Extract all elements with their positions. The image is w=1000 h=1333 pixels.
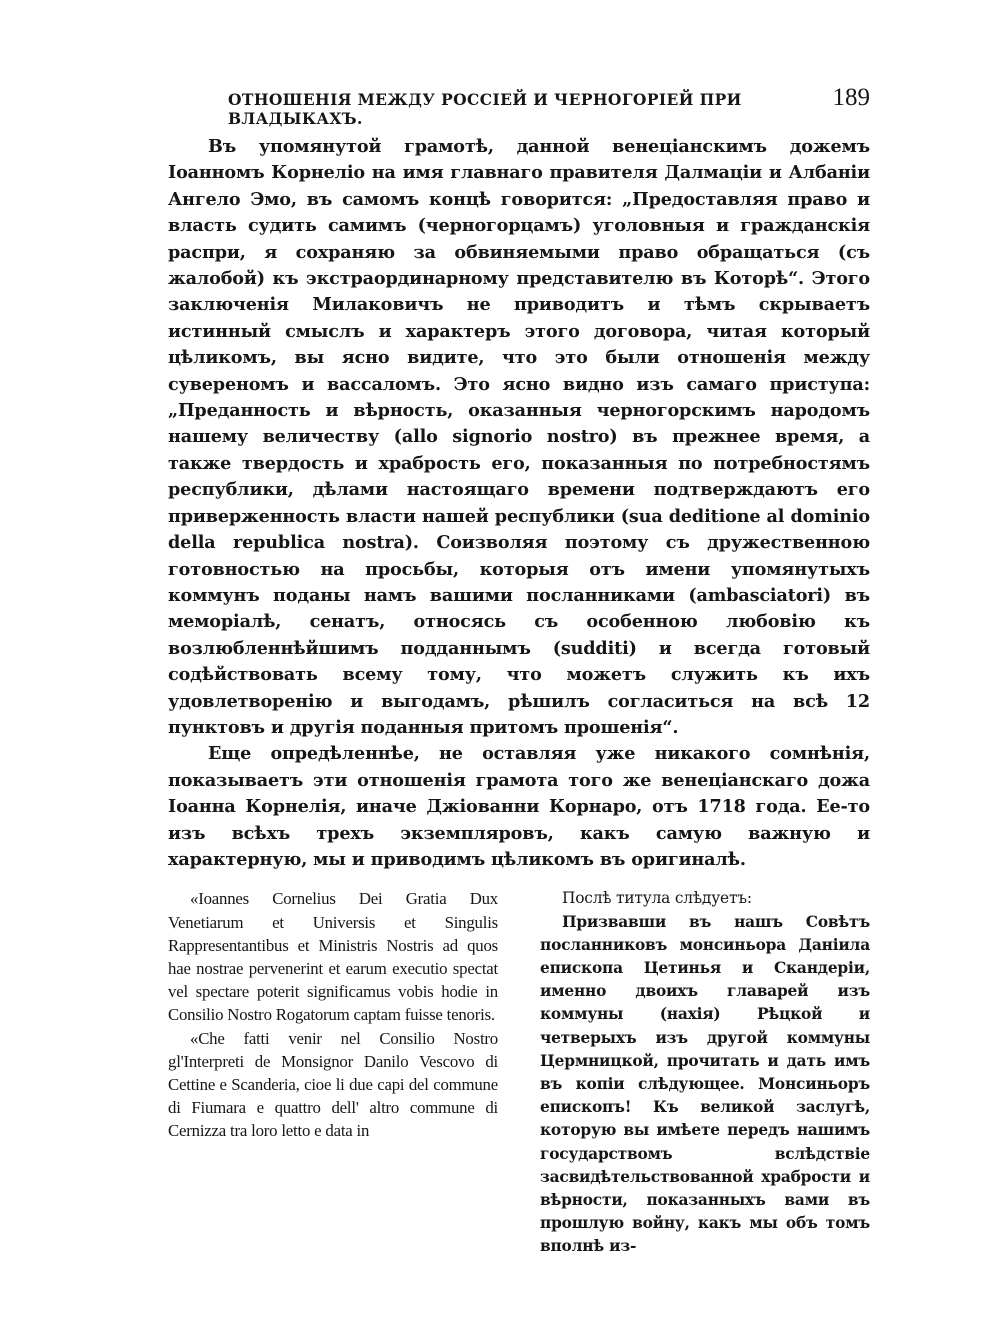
- russian-paragraph: Призвавши въ нашъ Совѣтъ посланниковъ монсиньора Даніила епископа Цетинья и Скандеріи, именно двоихъ главарей изъ коммуны (нахія) Рѣцкой и четверыхъ изъ другой коммуны Цермницкой, прочитать и дать имъ въ копіи слѣдующее. Монсиньоръ епископъ! Къ великой заслугѣ, которую вы имѣете передъ нашимъ государствомъ вслѣдствіе засвидѣтельствованной храбрости и вѣрности, показанныхъ вами въ прошлую войну, какъ мы объ томъ вполнѣ из-: [540, 912, 870, 1256]
- paragraph: Еще опредѣленнѣе, не оставляя уже никакого сомнѣнія, показываетъ эти отношенія грамота того же венеціанскаго дожа Іоанна Корнелія, иначе Джіованни Корнаро, отъ 1718 года. Ее-то изъ всѣхъ трехъ экземпляровъ, какъ самую важную и характерную, мы и приводимъ цѣликомъ въ оригиналѣ.: [168, 743, 870, 870]
- latin-paragraph: «Ioannes Cornelius Dei Gratia Dux Venetiarum et Universis et Singulis Rappresentantibus et Ministris Nostris ad quos hae nostrae pervenerint et earum executio spectat vel spectare poterit significamus vobis hodie in Consilio Nostro Rogatorum captam fuisse tenoris.: [168, 889, 498, 1025]
- main-text: [168, 134, 870, 873]
- paragraph: Въ упомянутой грамотѣ, данной венеціанскимъ дожемъ Іоанномъ Корнеліо на имя главнаго правителя Далмаціи и Албаніи Ангело Эмо, въ самомъ концѣ говорится: „Предоставляя право и власть судить самимъ (черногорцамъ) уголовныя и гражданскія распри, я сохраняю за обвиняемыми право обращаться (съ жалобой) къ экстраординарному представителю въ Которѣ“. Этого заключенія Милаковичъ не приводитъ и тѣмъ скрываетъ истинный смыслъ и характеръ этого договора, читая который цѣликомъ, вы ясно видите, что это были отношенія между сувереномъ и вассаломъ. Это ясно видно изъ самаго приступа: „Преданность и вѣрность, оказанныя черногорскимъ народомъ нашему величеству (allo signorio nostro) въ прежнее время, а также твердость и храбрость его, показанныя по потребностямъ республики, дѣлами настоящаго времени подтверждаютъ его приверженность власти нашей республики (sua deditione al dominio della republica nostra). Соизволяя поэтому съ дружественною готовностью на просьбы, которыя отъ имени упомянутыхъ коммунъ поданы намъ вашими посланниками (ambasciatori) въ меморіалѣ, сенатъ, относясь съ особенною любовію къ возлюбленнѣйшимъ подданнымъ (sudditi) и всегда готовый содѣйствовать всему тому, что можетъ служить къ ихъ удовлетворенію и выгодамъ, рѣшилъ согласиться на всѣ 12 пунктовъ и другія поданныя притомъ прошенія“.: [168, 136, 870, 738]
- latin-paragraph: «Che fatti venir nel Consilio Nostro gl'Interpreti de Monsignor Danilo Vescovo di Cettine e Scanderia, cioe li due capi del commune di Fiumara e quattro dell' altro commune di Cernizza tra loro letto e data in: [168, 1028, 498, 1141]
- book-page: [168, 84, 870, 1259]
- russian-column: [540, 887, 870, 1258]
- page-number: 189: [832, 84, 870, 111]
- parallel-columns: [168, 887, 870, 1258]
- running-header: [228, 84, 870, 128]
- running-title: ОТНОШЕНІЯ МЕЖДУ РОССІЕЙ И ЧЕРНОГОРІЕЙ ПРИ ВЛАДЫКАХЪ.: [228, 90, 742, 128]
- latin-column: [168, 887, 498, 1258]
- russian-column-heading: Послѣ титула слѣдуетъ:: [562, 889, 752, 908]
